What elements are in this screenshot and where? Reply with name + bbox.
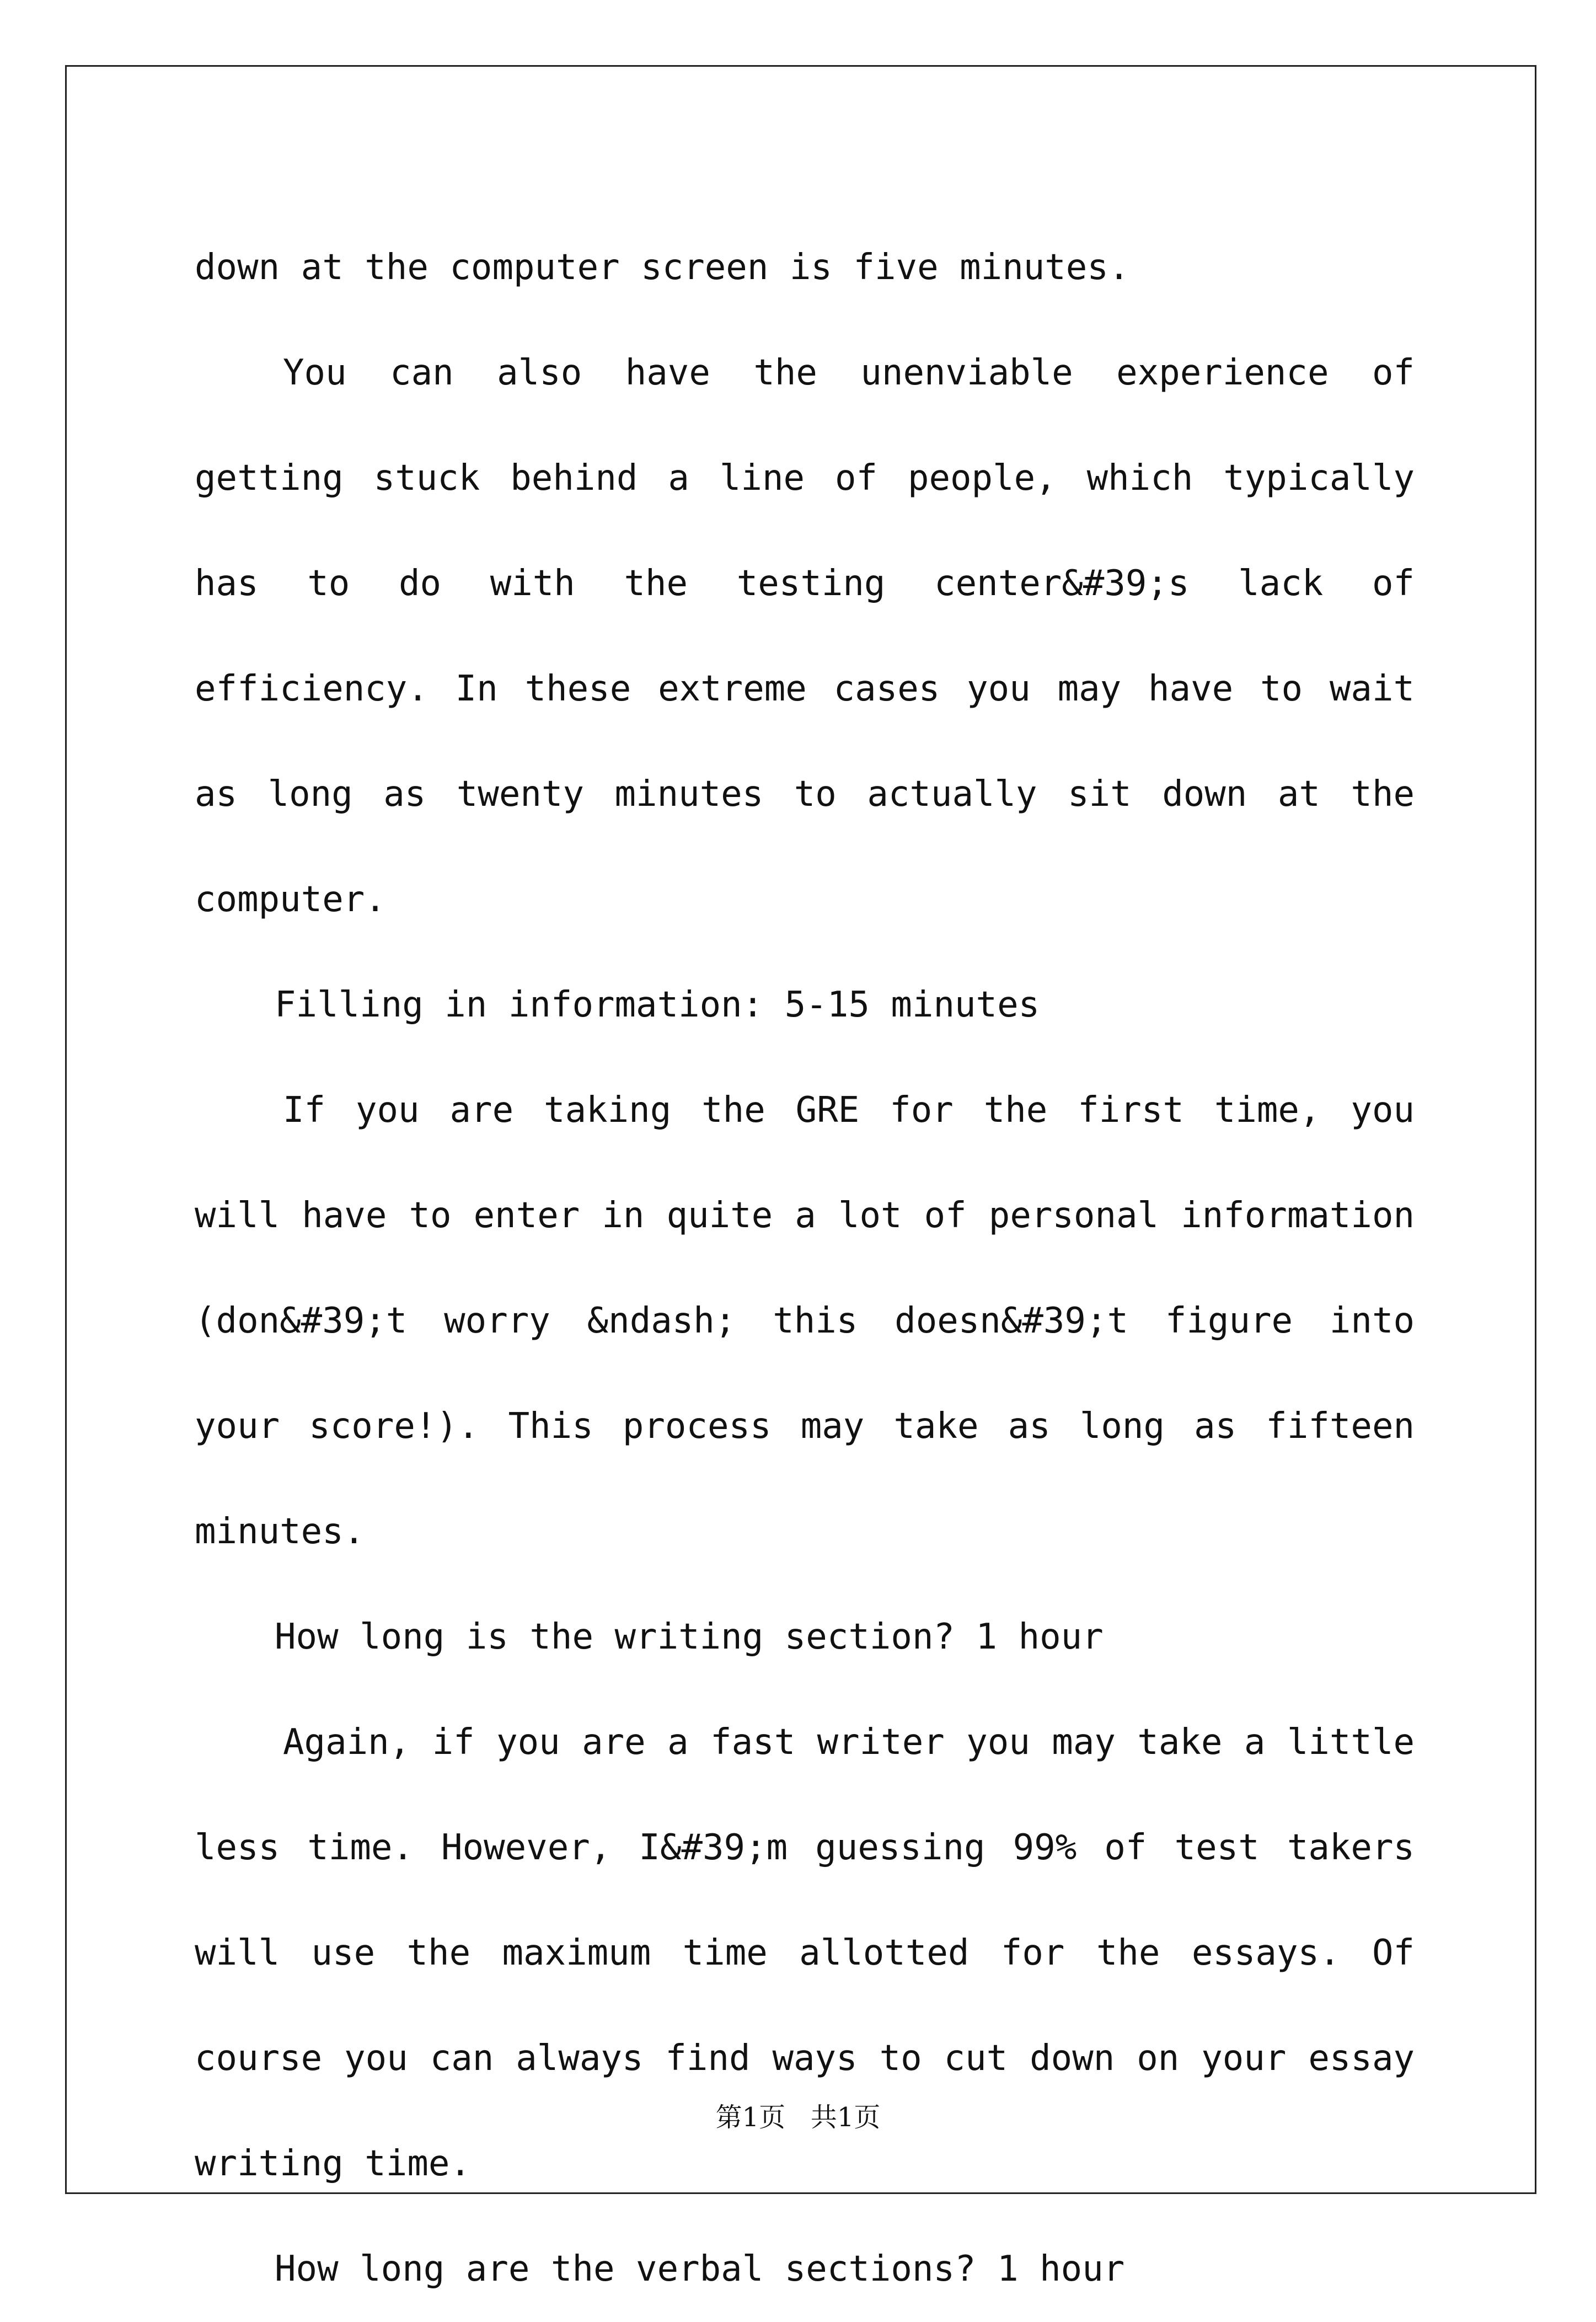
document-body (195, 215, 1415, 2322)
paragraph: Again, if you are a fast writer you may take a little less time. However, I&#39;m guessing 99% of test takers will use the maximum time allotted for the essays. Of course you can always find ways to cut down on your essay writing time. (195, 1722, 1415, 2184)
section-heading: How long is the writing section? 1 hour (275, 1617, 1104, 1657)
paragraph: You can also have the unenviable experience of getting stuck behind a line of people, which typically has to do with the testing center&#39;s lack of efficiency. In these extreme cases you may have to wait as long as twenty minutes to actually sit down at the computer. (195, 352, 1415, 920)
page-footer: 第1页 共1页 (715, 2102, 881, 2133)
section-heading: How long are the verbal sections? 1 hour (275, 2249, 1125, 2289)
paragraph: down at the computer screen is five minutes. (195, 247, 1130, 288)
paragraph: If you are taking the GRE for the first time, you will have to enter in quite a lot of personal information (don&#39;t worry &ndash; this doesn&#39;t figure into your score!). This process may take as long as fifteen minutes. (195, 1090, 1415, 1552)
section-heading: Filling in information: 5-15 minutes (275, 985, 1040, 1025)
